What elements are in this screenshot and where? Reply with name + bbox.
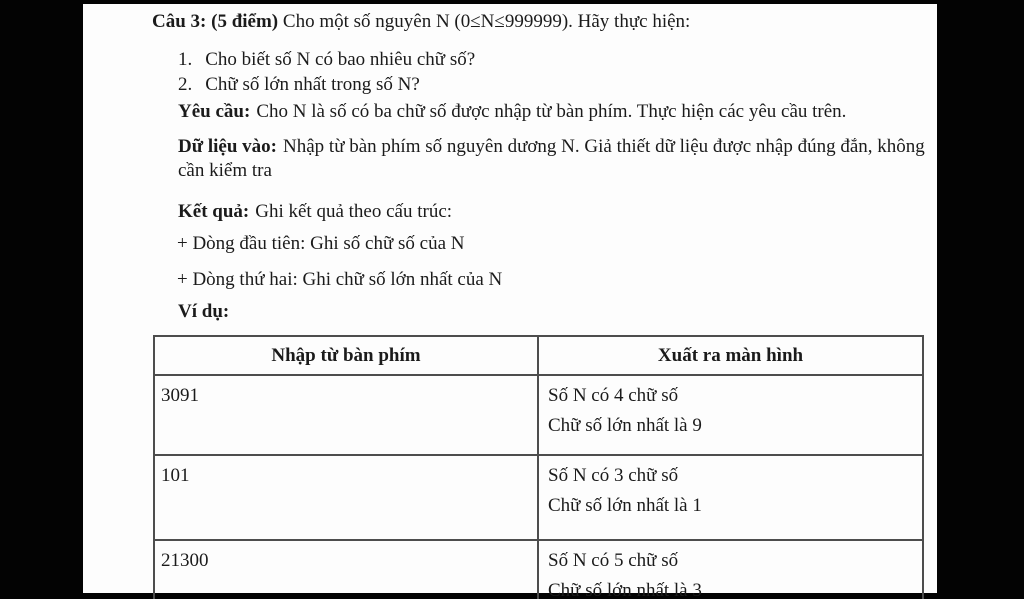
list-item-1-text: Cho biết số N có bao nhiêu chữ số? — [205, 49, 476, 70]
output-line: Số N có 5 chữ số — [548, 550, 679, 571]
table-header-input: Nhập từ bàn phím — [154, 336, 538, 375]
list-item-1-number: 1. — [178, 49, 193, 70]
requirement-text: Cho N là số có ba chữ số được nhập từ bàn phím. Thực hiện các yêu cầu trên. — [256, 101, 847, 122]
table-cell-output — [538, 540, 923, 599]
table-header-output: Xuất ra màn hình — [538, 336, 923, 375]
table-row — [154, 540, 923, 599]
result-line-1: + Dòng đầu tiên: Ghi số chữ số của N — [177, 233, 465, 254]
result-line-2: + Dòng thứ hai: Ghi chữ số lớn nhất của N — [177, 269, 503, 290]
table-cell-input: 101 — [154, 455, 538, 540]
document-page — [83, 4, 937, 599]
question-title-lead: Câu 3: (5 điểm) — [152, 11, 279, 32]
list-item-1 — [178, 48, 475, 72]
table-cell-output — [538, 375, 923, 455]
table-row — [154, 375, 923, 455]
result-spec-paragraph — [178, 200, 452, 224]
table-cell-input: 21300 — [154, 540, 538, 599]
input-spec-text: Nhập từ bàn phím số nguyên dương N. Giả thiết dữ liệu được nhập đúng đắn, không cần kiểm tra — [178, 136, 925, 181]
input-spec-label: Dữ liệu vào: — [178, 136, 278, 157]
list-item-2-text: Chữ số lớn nhất trong số N? — [205, 74, 420, 95]
example-table — [153, 335, 924, 599]
requirement-label: Yêu cầu: — [178, 101, 251, 122]
list-item-2-number: 2. — [178, 74, 193, 95]
requirement-paragraph — [178, 100, 846, 124]
output-line: Số N có 4 chữ số — [548, 385, 679, 406]
question-title-rest: Cho một số nguyên N (0≤N≤999999). Hãy thực hiện: — [282, 11, 691, 32]
result-spec-label: Kết quả: — [178, 201, 250, 222]
output-line: Chữ số lớn nhất là 3 — [548, 580, 702, 599]
result-spec-text: Ghi kết quả theo cấu trúc: — [255, 201, 453, 222]
input-spec-paragraph — [178, 135, 930, 183]
output-line: Chữ số lớn nhất là 9 — [548, 415, 702, 436]
table-header-row — [154, 336, 923, 375]
list-item-2 — [178, 73, 420, 97]
example-label: Ví dụ: — [178, 301, 230, 322]
question-title — [152, 10, 690, 34]
table-cell-input: 3091 — [154, 375, 538, 455]
output-line: Chữ số lớn nhất là 1 — [548, 495, 702, 516]
output-line: Số N có 3 chữ số — [548, 465, 679, 486]
table-cell-output — [538, 455, 923, 540]
table-row — [154, 455, 923, 540]
